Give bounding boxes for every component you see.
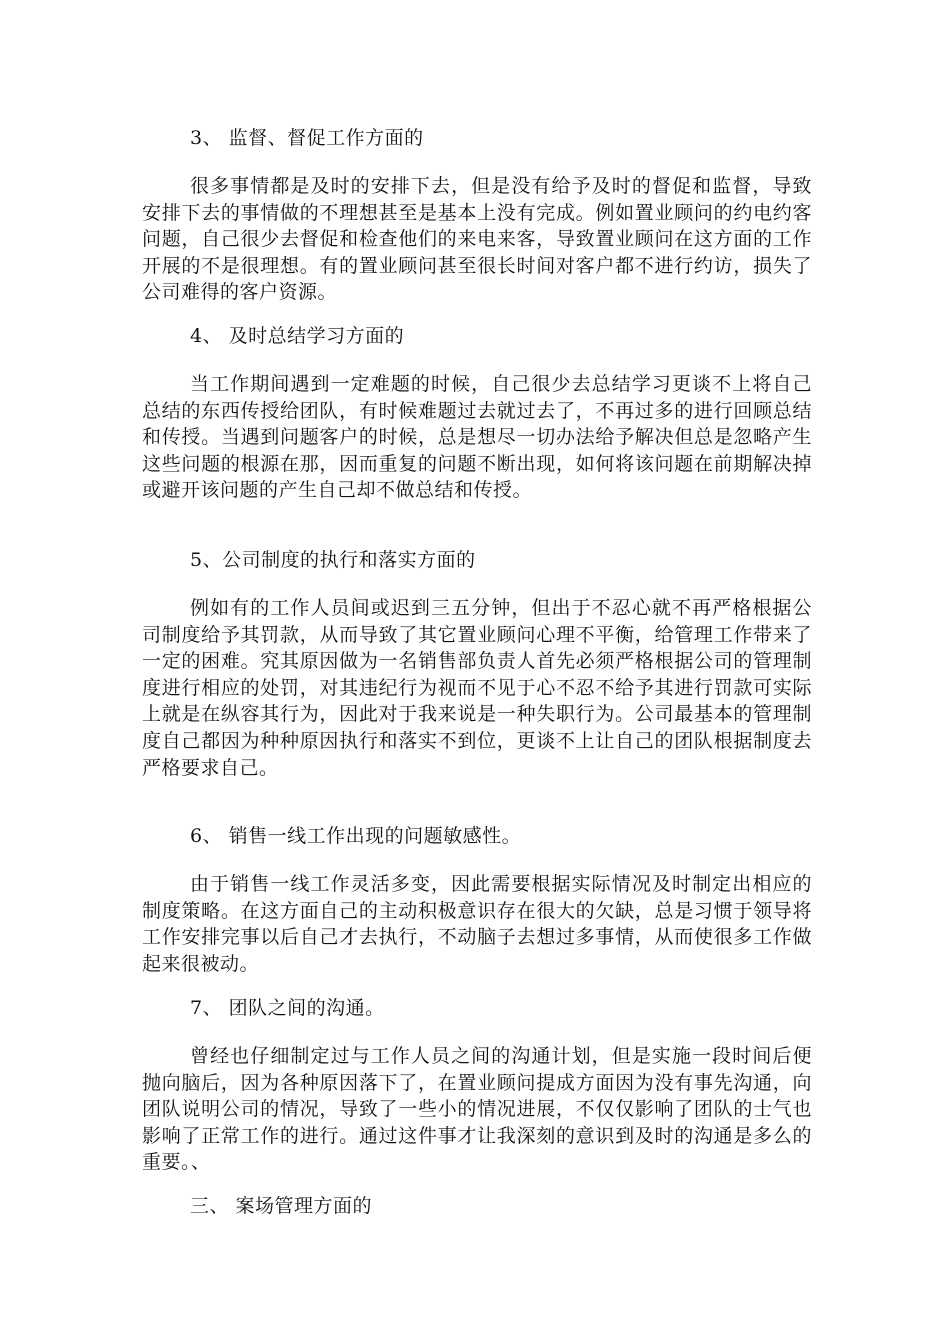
section-heading-7: 7、 团队之间的沟通。: [190, 997, 385, 1019]
section-body-7: 曾经也仔细制定过与工作人员之间的沟通计划，但是实施一段时间后便抛向脑后，因为各种原因落下了，在置业顾问提成方面因为没有事先沟通，向团队说明公司的情况，导致了一些小的情况进展，不仅仅影响了团队的士气也影响了正常工作的进行。通过这件事才让我深刻的意识到及时的沟通是多么的重要。、: [142, 1045, 812, 1174]
section-heading-6: 6、 销售一线工作出现的问题敏感性。: [190, 825, 522, 847]
section-heading-4: 4、 及时总结学习方面的: [190, 325, 405, 347]
section-heading-5: 5、公司制度的执行和落实方面的: [190, 549, 476, 571]
section-body-6: 由于销售一线工作灵活多变，因此需要根据实际情况及时制定出相应的制度策略。在这方面自己的主动积极意识存在很大的欠缺，总是习惯于领导将工作安排完事以后自己才去执行，不动脑子去想过多事情，从而使很多工作做起来很被动。: [142, 873, 812, 975]
section-body-3: 很多事情都是及时的安排下去，但是没有给予及时的督促和监督，导致安排下去的事情做的不理想甚至是基本上没有完成。例如置业顾问的约电约客问题，自己很少去督促和检查他们的来电来客，导致置业顾问在这方面的工作开展的不是很理想。有的置业顾问甚至很长时间对客户都不进行约访，损失了公司难得的客户资源。: [142, 175, 812, 304]
section-heading-3: 3、 监督、督促工作方面的: [190, 127, 424, 149]
section-body-4: 当工作期间遇到一定难题的时候，自己很少去总结学习更谈不上将自己总结的东西传授给团队，有时候难题过去就过去了，不再过多的进行回顾总结和传授。当遇到问题客户的时候，总是想尽一切办法给予解决但总是忽略产生这些问题的根源在那，因而重复的问题不断出现，如何将该问题在前期解决掉或避开该问题的产生自己却不做总结和传授。: [142, 373, 812, 502]
section-body-5: 例如有的工作人员间或迟到三五分钟，但出于不忍心就不再严格根据公司制度给予其罚款，从而导致了其它置业顾问心理不平衡，给管理工作带来了一定的困难。究其原因做为一名销售部负责人首先必须严格根据公司的管理制度进行相应的处罚，对其违纪行为视而不见于心不忍不给予其进行罚款可实际上就是在纵容其行为，因此对于我来说是一种失职行为。公司最基本的管理制度自己都因为种种原因执行和落实不到位，更谈不上让自己的团队根据制度去严格要求自己。: [142, 597, 812, 779]
final-heading: 三、 案场管理方面的: [190, 1195, 373, 1217]
